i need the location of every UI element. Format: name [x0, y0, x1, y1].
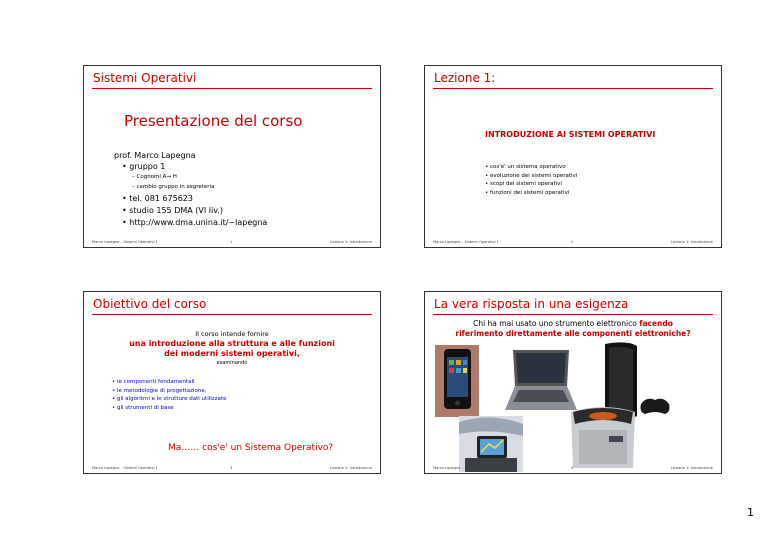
group-subitem: – Cognomi A→ H — [132, 174, 177, 180]
title-rule — [92, 314, 372, 315]
footer-slide-number: 4 — [571, 466, 574, 470]
footer-slide-number: 1 — [230, 240, 233, 244]
bullet-item: • gli algoritmi e le strutture dati utilizzate — [112, 396, 227, 402]
slide-title: La vera risposta in una esigenza — [434, 297, 629, 311]
footer-author: Marco Lapegna – Sistemi Operativi 1 — [433, 240, 499, 244]
footer-author: Marco Lapegna – Sistemi Operativi 1 — [433, 466, 499, 470]
title-rule — [92, 88, 372, 89]
slide-title: Sistemi Operativi — [93, 71, 197, 85]
question-red: facendo — [639, 319, 673, 328]
bullet-list — [112, 378, 226, 412]
bullet-item: • le componenti fondamentali — [112, 379, 195, 385]
smartphone-image — [435, 345, 479, 417]
slide-3 — [83, 291, 381, 474]
bullet-list — [485, 163, 577, 197]
slide-1 — [83, 65, 381, 248]
footer-author: Marco Lapegna – Sistemi Operativi 1 — [92, 466, 158, 470]
website-item: • http://www.dma.unina.it/~lapegna — [122, 218, 268, 227]
title-rule — [433, 88, 713, 89]
bullet-item: • gli strumenti di base — [112, 404, 174, 411]
footer-lesson: Lezione 1: introduzione — [671, 240, 713, 244]
slide-4 — [424, 291, 722, 474]
footer-slide-number: 2 — [571, 240, 574, 244]
slide-subtitle: INTRODUZIONE AI SISTEMI OPERATIVI — [485, 130, 656, 139]
footer-author: Marco Lapegna – Sistemi Operativi 1 — [92, 240, 158, 244]
footer-lesson: Lezione 1: introduzione — [671, 466, 713, 470]
slide-heading: Presentazione del corso — [124, 112, 303, 130]
group-item: • gruppo 1 — [122, 162, 166, 171]
slide-title: Lezione 1: — [434, 71, 496, 85]
footer-lesson: Lezione 1: introduzione — [330, 240, 372, 244]
question-black: Chi ha mai usato uno strumento elettronico — [473, 319, 637, 328]
group-subitem: – cambio gruppo in segreteria — [132, 184, 215, 190]
question-line-1 — [425, 319, 721, 328]
footer-lesson: Lezione 1: introduzione — [330, 466, 372, 470]
office-item: • studio 155 DMA (VI liv.) — [122, 206, 223, 215]
bullet-item: • le metodologie di progettazione, — [112, 387, 207, 394]
professor-name: prof. Marco Lapegna — [114, 151, 196, 160]
page-number: 1 — [747, 506, 754, 519]
intro-text: Il corso intende fornire — [195, 330, 269, 338]
highlight-line-2: dei moderni sistemi operativi, — [164, 349, 300, 358]
footer-slide-number: 3 — [230, 466, 233, 470]
examining-text: esaminando — [216, 360, 248, 366]
title-rule — [433, 314, 713, 315]
bullet-item: • funzioni dei sistemi operativi — [485, 189, 570, 196]
slide-2 — [424, 65, 722, 248]
bullet-item: • evoluzione dei sistemi operativi — [485, 172, 578, 179]
question-line-2: riferimento direttamente alle componenti elettroniche? — [455, 329, 691, 338]
bullet-item: • scopi dei sistemi operativi — [485, 181, 562, 187]
phone-item: • tel. 081 675623 — [122, 194, 193, 203]
slide-title: Obiettivo del corso — [93, 297, 207, 311]
car-navigation-image — [459, 416, 523, 472]
bread-maker-image — [565, 402, 641, 472]
highlight-line-1: una introduzione alla struttura e alle funzioni — [129, 339, 335, 348]
question-text: Ma…… cos'e' un Sistema Operativo? — [168, 443, 334, 453]
bullet-item: • cos'e' un sistema operativo — [485, 164, 566, 170]
